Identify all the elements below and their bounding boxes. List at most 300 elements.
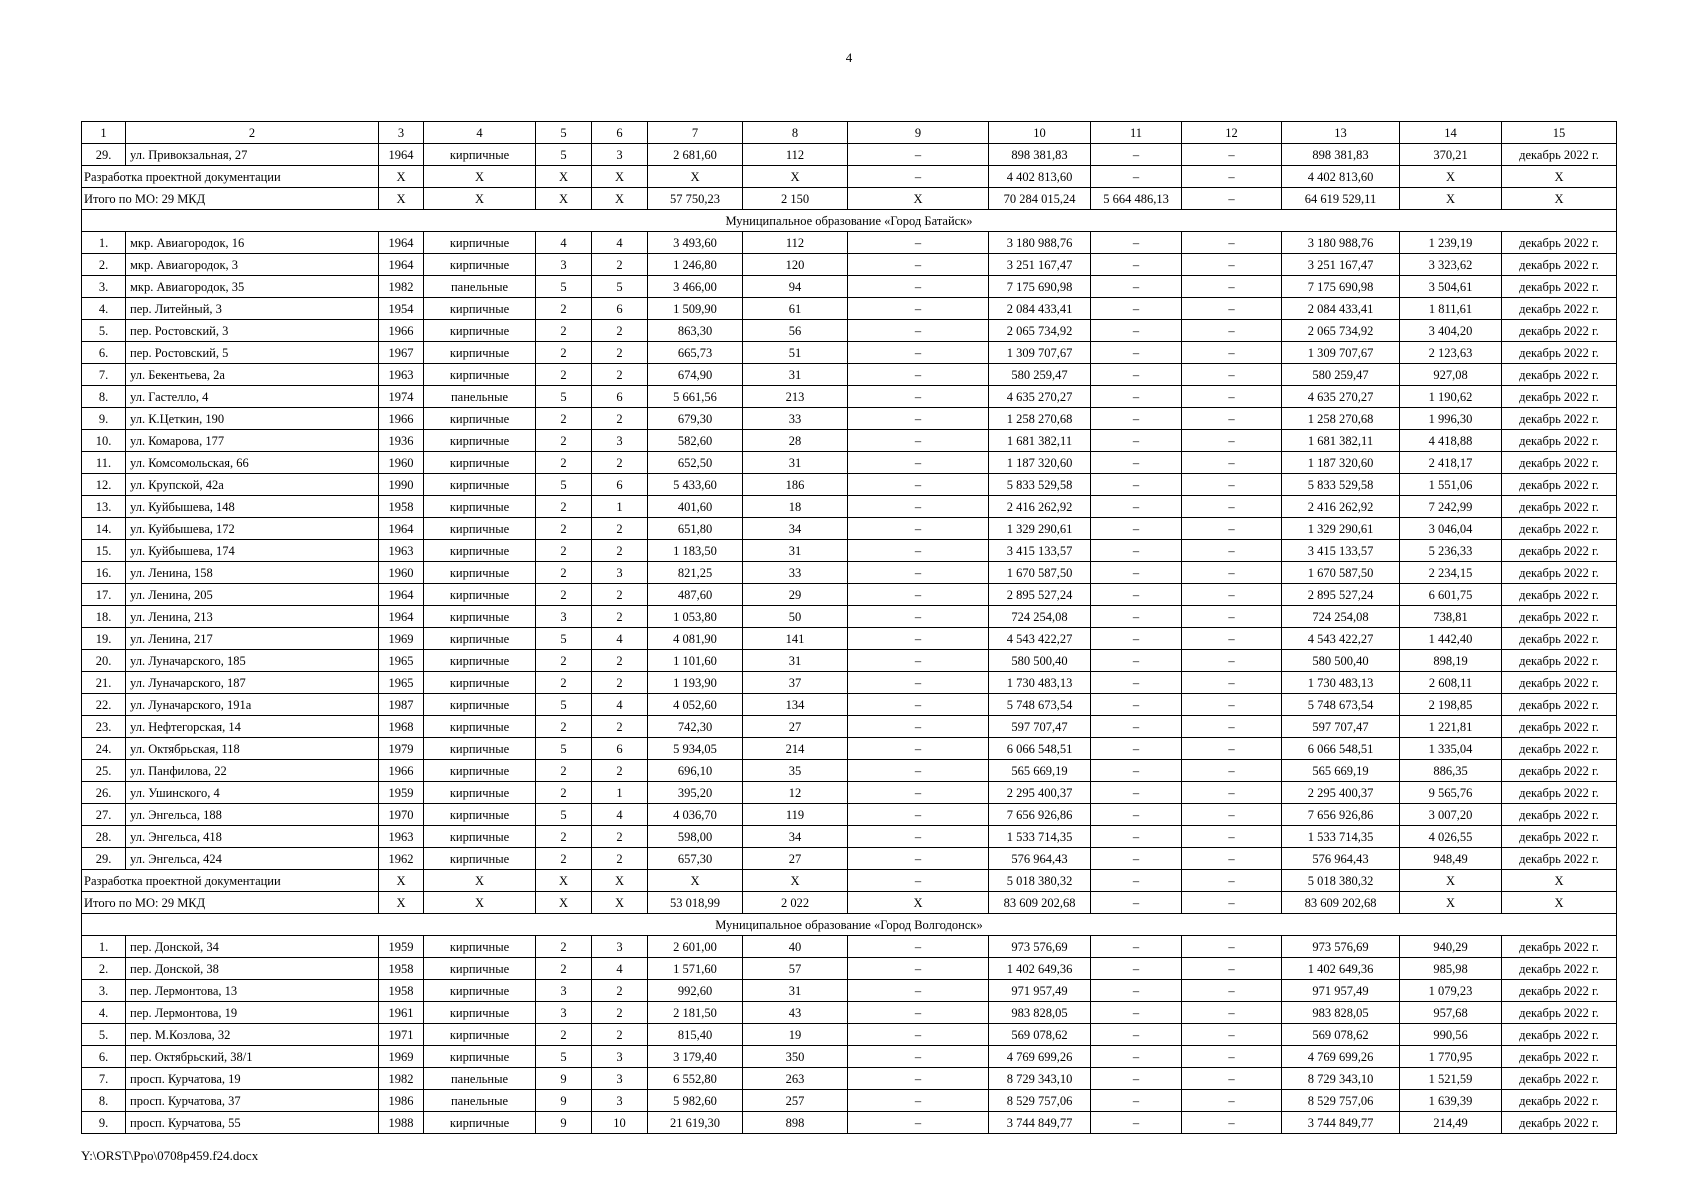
- table-cell: –: [848, 452, 989, 474]
- table-cell: 1960: [379, 562, 424, 584]
- table-cell: –: [1182, 188, 1282, 210]
- table-cell: 983 828,05: [1282, 1002, 1400, 1024]
- table-cell: декабрь 2022 г.: [1502, 342, 1617, 364]
- table-cell: 2 084 433,41: [989, 298, 1091, 320]
- table-cell: 1959: [379, 936, 424, 958]
- table-cell: кирпичные: [424, 936, 536, 958]
- table-cell: 214: [743, 738, 848, 760]
- table-cell: 940,29: [1400, 936, 1502, 958]
- table-cell: кирпичные: [424, 1002, 536, 1024]
- table-cell: 31: [743, 980, 848, 1002]
- table-cell: 2: [592, 672, 648, 694]
- table-row: [82, 144, 1617, 166]
- table-cell: 112: [743, 232, 848, 254]
- table-cell: X: [648, 166, 743, 188]
- table-cell: –: [1182, 694, 1282, 716]
- table-cell: 5: [536, 628, 592, 650]
- table-cell: 2: [536, 848, 592, 870]
- table-cell: кирпичные: [424, 562, 536, 584]
- table-cell: 2: [592, 254, 648, 276]
- table-cell: –: [1182, 364, 1282, 386]
- table-cell: –: [1091, 430, 1182, 452]
- section-title-row: [82, 210, 1617, 232]
- column-number-header: 15: [1502, 122, 1617, 144]
- table-cell: 2: [592, 540, 648, 562]
- table-row: [82, 738, 1617, 760]
- table-cell: X: [536, 166, 592, 188]
- table-cell: 370,21: [1400, 144, 1502, 166]
- table-cell: 1 681 382,11: [989, 430, 1091, 452]
- table-cell: 1963: [379, 540, 424, 562]
- table-cell: –: [848, 716, 989, 738]
- table-cell: –: [1182, 1024, 1282, 1046]
- table-cell: 4 052,60: [648, 694, 743, 716]
- table-cell: 3 493,60: [648, 232, 743, 254]
- table-cell: –: [1091, 562, 1182, 584]
- column-number-header: 3: [379, 122, 424, 144]
- table-cell: X: [379, 188, 424, 210]
- address-cell: пер. М.Козлова, 32: [126, 1024, 379, 1046]
- table-cell: 1 521,59: [1400, 1068, 1502, 1090]
- table-cell: декабрь 2022 г.: [1502, 584, 1617, 606]
- table-cell: 2: [536, 452, 592, 474]
- table-cell: –: [1182, 716, 1282, 738]
- table-cell: 971 957,49: [989, 980, 1091, 1002]
- column-number-header: 7: [648, 122, 743, 144]
- table-cell: 64 619 529,11: [1282, 188, 1400, 210]
- address-cell: просп. Курчатова, 19: [126, 1068, 379, 1090]
- table-cell: 12.: [82, 474, 126, 496]
- table-cell: 1964: [379, 584, 424, 606]
- table-cell: 3 180 988,76: [989, 232, 1091, 254]
- table-cell: 898 381,83: [989, 144, 1091, 166]
- table-cell: –: [1091, 1068, 1182, 1090]
- table-cell: –: [848, 474, 989, 496]
- address-cell: ул. Панфилова, 22: [126, 760, 379, 782]
- table-cell: 1 309 707,67: [989, 342, 1091, 364]
- table-cell: 5 833 529,58: [989, 474, 1091, 496]
- design-docs-row-label: Разработка проектной документации: [82, 870, 379, 892]
- table-row: [82, 1112, 1617, 1134]
- section-title: Муниципальное образование «Город Волгодонск»: [82, 914, 1617, 936]
- table-cell: 2: [536, 298, 592, 320]
- table-cell: кирпичные: [424, 430, 536, 452]
- table-cell: 5 433,60: [648, 474, 743, 496]
- table-cell: 57 750,23: [648, 188, 743, 210]
- table-cell: 2: [592, 584, 648, 606]
- table-cell: –: [1182, 452, 1282, 474]
- table-cell: –: [1091, 804, 1182, 826]
- table-cell: 5: [536, 386, 592, 408]
- table-cell: –: [1091, 232, 1182, 254]
- table-cell: –: [848, 430, 989, 452]
- table-cell: 31: [743, 650, 848, 672]
- table-cell: 3 404,20: [1400, 320, 1502, 342]
- table-cell: X: [536, 870, 592, 892]
- table-cell: –: [1182, 672, 1282, 694]
- table-cell: –: [1182, 1090, 1282, 1112]
- table-cell: 2: [536, 716, 592, 738]
- table-cell: –: [1182, 254, 1282, 276]
- table-cell: 1 101,60: [648, 650, 743, 672]
- table-cell: –: [848, 1046, 989, 1068]
- table-cell: 1958: [379, 958, 424, 980]
- table-cell: –: [848, 1090, 989, 1112]
- table-cell: 3: [536, 980, 592, 1002]
- table-cell: декабрь 2022 г.: [1502, 804, 1617, 826]
- table-cell: 973 576,69: [989, 936, 1091, 958]
- table-cell: 2: [592, 320, 648, 342]
- table-row: [82, 386, 1617, 408]
- table-cell: кирпичные: [424, 540, 536, 562]
- table-cell: 1 571,60: [648, 958, 743, 980]
- table-cell: –: [1182, 540, 1282, 562]
- table-cell: кирпичные: [424, 474, 536, 496]
- housing-register-table: [81, 121, 1617, 1134]
- column-number-header: 10: [989, 122, 1091, 144]
- address-cell: мкр. Авиагородок, 35: [126, 276, 379, 298]
- table-cell: 134: [743, 694, 848, 716]
- table-cell: 43: [743, 1002, 848, 1024]
- table-cell: 1 681 382,11: [1282, 430, 1400, 452]
- table-cell: декабрь 2022 г.: [1502, 716, 1617, 738]
- table-cell: –: [848, 738, 989, 760]
- table-cell: X: [1400, 892, 1502, 914]
- table-cell: 27: [743, 716, 848, 738]
- table-cell: X: [1502, 166, 1617, 188]
- table-cell: декабрь 2022 г.: [1502, 606, 1617, 628]
- table-cell: 51: [743, 342, 848, 364]
- table-cell: 1 770,95: [1400, 1046, 1502, 1068]
- table-cell: –: [1182, 650, 1282, 672]
- table-cell: 21 619,30: [648, 1112, 743, 1134]
- table-cell: X: [592, 892, 648, 914]
- column-number-header: 14: [1400, 122, 1502, 144]
- table-cell: –: [1091, 408, 1182, 430]
- table-cell: –: [1182, 1112, 1282, 1134]
- table-cell: X: [592, 188, 648, 210]
- table-cell: –: [1182, 826, 1282, 848]
- table-cell: 821,25: [648, 562, 743, 584]
- table-cell: декабрь 2022 г.: [1502, 1112, 1617, 1134]
- table-cell: –: [1182, 628, 1282, 650]
- table-cell: 1 190,62: [1400, 386, 1502, 408]
- table-cell: 576 964,43: [989, 848, 1091, 870]
- table-cell: декабрь 2022 г.: [1502, 826, 1617, 848]
- table-cell: кирпичные: [424, 606, 536, 628]
- table-cell: 948,49: [1400, 848, 1502, 870]
- table-cell: 4 036,70: [648, 804, 743, 826]
- table-cell: 17.: [82, 584, 126, 606]
- table-cell: 6 066 548,51: [1282, 738, 1400, 760]
- table-cell: 1964: [379, 518, 424, 540]
- column-number-header: 12: [1182, 122, 1282, 144]
- table-cell: 7.: [82, 1068, 126, 1090]
- table-cell: 1 670 587,50: [989, 562, 1091, 584]
- table-cell: 5 236,33: [1400, 540, 1502, 562]
- table-cell: –: [848, 166, 989, 188]
- table-cell: 569 078,62: [1282, 1024, 1400, 1046]
- table-row: [82, 1002, 1617, 1024]
- table-cell: 119: [743, 804, 848, 826]
- address-cell: пер. Донской, 38: [126, 958, 379, 980]
- table-cell: 1966: [379, 760, 424, 782]
- table-cell: X: [743, 166, 848, 188]
- table-cell: 4 418,88: [1400, 430, 1502, 452]
- table-cell: 651,80: [648, 518, 743, 540]
- table-cell: 2 198,85: [1400, 694, 1502, 716]
- table-cell: 738,81: [1400, 606, 1502, 628]
- table-cell: 6.: [82, 342, 126, 364]
- table-cell: X: [648, 870, 743, 892]
- table-cell: –: [1091, 870, 1182, 892]
- table-cell: 2: [536, 760, 592, 782]
- table-row: [82, 848, 1617, 870]
- table-cell: 3: [592, 562, 648, 584]
- table-cell: 2: [592, 848, 648, 870]
- table-row: [82, 760, 1617, 782]
- table-cell: 15.: [82, 540, 126, 562]
- table-cell: декабрь 2022 г.: [1502, 936, 1617, 958]
- table-cell: 10: [592, 1112, 648, 1134]
- table-cell: 61: [743, 298, 848, 320]
- table-cell: –: [1091, 518, 1182, 540]
- table-cell: 971 957,49: [1282, 980, 1400, 1002]
- table-cell: панельные: [424, 1090, 536, 1112]
- table-cell: 724 254,08: [989, 606, 1091, 628]
- table-cell: 598,00: [648, 826, 743, 848]
- table-cell: кирпичные: [424, 496, 536, 518]
- table-cell: декабрь 2022 г.: [1502, 298, 1617, 320]
- address-cell: ул. Куйбышева, 172: [126, 518, 379, 540]
- table-cell: 1 811,61: [1400, 298, 1502, 320]
- table-cell: 29.: [82, 848, 126, 870]
- table-cell: 28.: [82, 826, 126, 848]
- table-cell: 2 150: [743, 188, 848, 210]
- table-cell: X: [743, 870, 848, 892]
- table-cell: –: [1091, 826, 1182, 848]
- table-cell: 4 769 699,26: [1282, 1046, 1400, 1068]
- table-cell: 990,56: [1400, 1024, 1502, 1046]
- table-cell: 2: [536, 958, 592, 980]
- table-row: [82, 1068, 1617, 1090]
- table-cell: декабрь 2022 г.: [1502, 276, 1617, 298]
- table-row: [82, 364, 1617, 386]
- table-cell: 4 402 813,60: [1282, 166, 1400, 188]
- table-cell: 1982: [379, 276, 424, 298]
- table-cell: 565 669,19: [1282, 760, 1400, 782]
- table-cell: декабрь 2022 г.: [1502, 1046, 1617, 1068]
- table-cell: 4: [592, 232, 648, 254]
- table-cell: 5 934,05: [648, 738, 743, 760]
- table-cell: кирпичные: [424, 1024, 536, 1046]
- table-cell: –: [848, 650, 989, 672]
- table-cell: 487,60: [648, 584, 743, 606]
- table-cell: 31: [743, 452, 848, 474]
- table-cell: X: [379, 166, 424, 188]
- table-row: [82, 694, 1617, 716]
- table-cell: 1 329 290,61: [989, 518, 1091, 540]
- table-cell: 37: [743, 672, 848, 694]
- table-cell: 1958: [379, 496, 424, 518]
- table-cell: 20.: [82, 650, 126, 672]
- table-cell: 2: [592, 1002, 648, 1024]
- table-row: [82, 254, 1617, 276]
- table-cell: X: [848, 892, 989, 914]
- table-cell: 5: [592, 276, 648, 298]
- table-cell: декабрь 2022 г.: [1502, 144, 1617, 166]
- address-cell: ул. Комсомольская, 66: [126, 452, 379, 474]
- table-cell: панельные: [424, 386, 536, 408]
- table-cell: 898 381,83: [1282, 144, 1400, 166]
- address-cell: ул. Нефтегорская, 14: [126, 716, 379, 738]
- table-row: [82, 628, 1617, 650]
- table-cell: 1 509,90: [648, 298, 743, 320]
- table-cell: панельные: [424, 1068, 536, 1090]
- table-cell: 597 707,47: [989, 716, 1091, 738]
- table-cell: –: [1182, 1002, 1282, 1024]
- table-cell: –: [1182, 518, 1282, 540]
- table-cell: –: [1091, 650, 1182, 672]
- table-cell: 1 187 320,60: [1282, 452, 1400, 474]
- address-cell: ул. К.Цеткин, 190: [126, 408, 379, 430]
- table-cell: 8 729 343,10: [989, 1068, 1091, 1090]
- table-cell: 580 500,40: [1282, 650, 1400, 672]
- table-cell: декабрь 2022 г.: [1502, 958, 1617, 980]
- table-cell: –: [1182, 144, 1282, 166]
- table-cell: 8 529 757,06: [1282, 1090, 1400, 1112]
- table-cell: 1963: [379, 826, 424, 848]
- table-cell: –: [1091, 782, 1182, 804]
- table-cell: декабрь 2022 г.: [1502, 672, 1617, 694]
- table-cell: 4 635 270,27: [989, 386, 1091, 408]
- table-cell: 957,68: [1400, 1002, 1502, 1024]
- table-cell: –: [848, 936, 989, 958]
- table-row: [82, 518, 1617, 540]
- table-cell: декабрь 2022 г.: [1502, 430, 1617, 452]
- table-cell: 2: [536, 320, 592, 342]
- table-cell: 5 748 673,54: [989, 694, 1091, 716]
- table-cell: декабрь 2022 г.: [1502, 518, 1617, 540]
- table-cell: –: [848, 386, 989, 408]
- table-cell: –: [1182, 584, 1282, 606]
- table-cell: 5: [536, 738, 592, 760]
- table-cell: 1964: [379, 232, 424, 254]
- table-cell: 1974: [379, 386, 424, 408]
- table-cell: 2.: [82, 958, 126, 980]
- column-number-header: 1: [82, 122, 126, 144]
- table-cell: X: [1502, 892, 1617, 914]
- table-row: [82, 650, 1617, 672]
- table-cell: панельные: [424, 276, 536, 298]
- table-cell: 2 084 433,41: [1282, 298, 1400, 320]
- table-cell: 56: [743, 320, 848, 342]
- table-cell: 1 239,19: [1400, 232, 1502, 254]
- table-cell: 1962: [379, 848, 424, 870]
- table-cell: –: [848, 672, 989, 694]
- table-cell: –: [848, 496, 989, 518]
- table-cell: –: [1091, 452, 1182, 474]
- table-cell: 2: [536, 496, 592, 518]
- table-cell: 1 533 714,35: [989, 826, 1091, 848]
- table-cell: 1979: [379, 738, 424, 760]
- table-cell: –: [1182, 430, 1282, 452]
- table-cell: 4 026,55: [1400, 826, 1502, 848]
- address-cell: мкр. Авиагородок, 3: [126, 254, 379, 276]
- table-cell: 3 251 167,47: [1282, 254, 1400, 276]
- table-row: [82, 1046, 1617, 1068]
- table-cell: декабрь 2022 г.: [1502, 452, 1617, 474]
- table-cell: 1 246,80: [648, 254, 743, 276]
- table-row: [82, 936, 1617, 958]
- table-cell: 1987: [379, 694, 424, 716]
- table-cell: –: [1182, 606, 1282, 628]
- table-cell: кирпичные: [424, 760, 536, 782]
- table-cell: декабрь 2022 г.: [1502, 364, 1617, 386]
- table-row: [82, 452, 1617, 474]
- table-cell: 2: [536, 518, 592, 540]
- table-cell: 742,30: [648, 716, 743, 738]
- table-cell: 1 258 270,68: [989, 408, 1091, 430]
- table-cell: декабрь 2022 г.: [1502, 1024, 1617, 1046]
- table-cell: 2: [536, 826, 592, 848]
- table-cell: –: [1182, 870, 1282, 892]
- table-cell: 1965: [379, 650, 424, 672]
- table-cell: 141: [743, 628, 848, 650]
- address-cell: ул. Ленина, 217: [126, 628, 379, 650]
- table-cell: кирпичные: [424, 1046, 536, 1068]
- table-cell: 2 601,00: [648, 936, 743, 958]
- table-cell: декабрь 2022 г.: [1502, 320, 1617, 342]
- address-cell: пер. Ростовский, 5: [126, 342, 379, 364]
- table-cell: 2: [592, 650, 648, 672]
- table-cell: –: [1182, 386, 1282, 408]
- table-cell: декабрь 2022 г.: [1502, 628, 1617, 650]
- table-cell: X: [1400, 870, 1502, 892]
- table-cell: 1963: [379, 364, 424, 386]
- table-cell: декабрь 2022 г.: [1502, 1068, 1617, 1090]
- table-cell: 9: [536, 1068, 592, 1090]
- table-cell: кирпичные: [424, 298, 536, 320]
- table-cell: 4 543 422,27: [1282, 628, 1400, 650]
- table-cell: 3 179,40: [648, 1046, 743, 1068]
- table-cell: X: [592, 870, 648, 892]
- table-cell: X: [424, 870, 536, 892]
- table-cell: 1964: [379, 606, 424, 628]
- table-cell: 1986: [379, 1090, 424, 1112]
- address-cell: ул. Ушинского, 4: [126, 782, 379, 804]
- table-cell: 1 996,30: [1400, 408, 1502, 430]
- table-cell: –: [1091, 1090, 1182, 1112]
- table-cell: 3 007,20: [1400, 804, 1502, 826]
- table-cell: 4: [592, 804, 648, 826]
- table-cell: –: [1091, 254, 1182, 276]
- table-cell: –: [848, 760, 989, 782]
- table-cell: –: [1182, 1046, 1282, 1068]
- table-cell: 2 295 400,37: [1282, 782, 1400, 804]
- table-cell: 10.: [82, 430, 126, 452]
- address-cell: ул. Энгельса, 424: [126, 848, 379, 870]
- table-cell: –: [848, 782, 989, 804]
- table-cell: 2 123,63: [1400, 342, 1502, 364]
- table-cell: –: [1091, 364, 1182, 386]
- table-cell: –: [1091, 892, 1182, 914]
- table-cell: –: [1091, 848, 1182, 870]
- table-cell: 2: [592, 760, 648, 782]
- table-cell: –: [1091, 958, 1182, 980]
- table-cell: 21.: [82, 672, 126, 694]
- table-cell: 1969: [379, 1046, 424, 1068]
